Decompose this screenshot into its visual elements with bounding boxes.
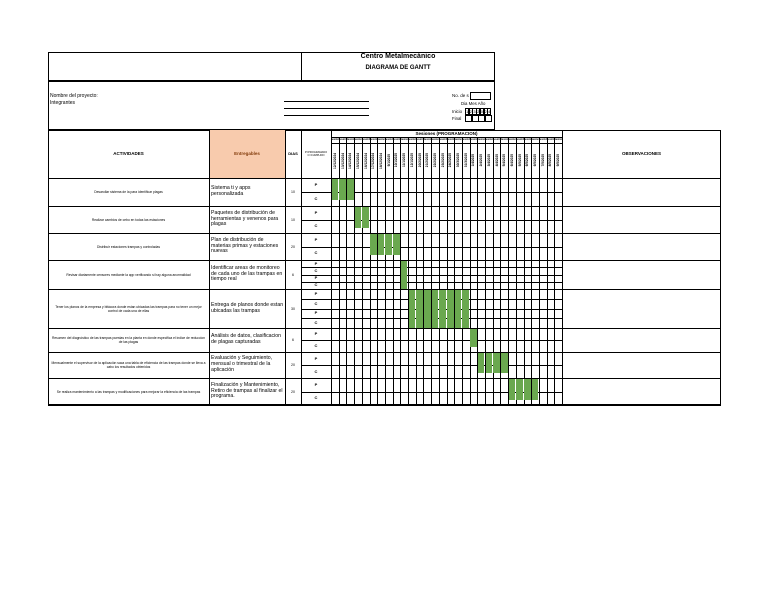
gantt-bar-cell [516,379,523,400]
session-label: Sesión [400,138,409,141]
session-date [462,144,470,177]
session-date-text: 12/12/2024 [332,152,337,169]
pc-label: P [314,331,318,336]
pc-label: C [314,250,318,256]
activity-text: Tener los planos de la empresa y bitácora donde estan ubicadas las trampas para no tener un mejor control de cada una de ellas [55,304,202,313]
gantt-bar-cell [355,207,362,228]
session-date-text: 17/12/2024 [371,152,376,169]
pc-label: P [314,290,318,296]
project-name-line [284,101,369,102]
session-label: Sesión [554,138,563,141]
project-name-label: Nombre del proyecto: [50,93,98,99]
session-date-text: 12/1/2025 [409,153,414,168]
start-date-cell[interactable]: 0 [480,108,484,114]
session-label: Sesión [538,138,547,141]
gantt-bar-cell [339,179,346,201]
pc-header: P=PROGRAMADO C=CUMPLIDO [304,151,328,157]
session-date [524,144,532,177]
days-value: 30 [291,306,295,311]
activity-text: Revisar diariamente censores mediante la app verificando si hay alguna anormalidad [66,272,191,277]
session-date [423,144,431,177]
session-date [531,144,539,177]
gantt-bar-cell [347,179,354,201]
pc-label: P [314,209,318,215]
project-info-box [48,81,495,130]
gantt-bar-cell [493,353,500,373]
session-label: Sesión [423,138,432,141]
pc-label: C [314,395,318,401]
session-date [439,144,447,177]
session-date-text: 30/3/2025 [456,153,461,168]
gantt-bar-cell [447,290,454,328]
gantt-bar-cell [378,234,385,255]
session-date-text: 1/4/2025 [471,154,476,167]
session-date [554,144,562,177]
days-value: 6 [292,272,294,277]
session-label: Sesión [338,138,347,141]
gantt-bar-cell [532,379,539,400]
session-date-text: 31/3/2025 [463,153,468,168]
pc-label: P [314,355,318,361]
deliverable-text: Entrega de planos donde estan ubicadas las trampas [211,301,284,314]
activity-text: Resumen del diagnóstico de las trampas puestas en la planta en donde especifica el indice de reduccion de las plagas [51,336,206,344]
observations-header: OBSERVACIONES [621,151,662,156]
gantt-bar-cell [416,290,423,328]
deliverable-text: Finalización y Mantenimiento, Retiro de trampas al finalizar el programa. [211,381,283,400]
session-date [393,144,401,177]
session-date-text: 11/1/2025 [402,153,407,168]
session-date [331,144,339,177]
session-date-text: 6/5/2025 [533,154,538,167]
session-date-text: 9/5/2025 [556,154,561,167]
session-label: Sesión [477,138,486,141]
pc-label: P [314,275,318,281]
session-date [400,144,408,177]
session-date-text: 5/5/2025 [517,154,522,167]
session-date-text: 5/4/2025 [502,154,507,167]
activity-text: Desarollar sistema de la para identificar plagas [94,190,163,194]
gantt-bar-cell [486,353,493,373]
pc-label: C [314,368,318,374]
session-date [385,144,393,177]
session-label: Sesión [469,138,478,141]
session-label: Sesión [461,138,470,141]
activities-header: ACTIVIDADES [113,151,144,156]
session-date-text: 7/5/2025 [540,154,545,167]
deliverables-header: Entregables [209,130,285,178]
session-label: Sesión [492,138,501,141]
gantt-bar-cell [462,290,469,328]
session-label: Sesión [330,138,339,141]
session-label: Sesión [361,138,370,141]
deliverable-text: Evaluación y Seguimiento, mensual o trimestral de la aplicación [211,355,273,373]
session-date-text: 24/2/2025 [448,153,453,168]
gantt-bar-cell [432,290,439,328]
pc-label: C [314,300,318,306]
number-label: No. de s [452,93,469,98]
subrow-line [301,282,562,283]
session-date [493,144,501,177]
pc-label: P [314,182,318,187]
session-date-text: 23/2/2025 [440,153,445,168]
gantt-bar-cell [362,207,369,228]
activity-text: Distribuir estaciones trampas y controladas [96,244,161,249]
session-date-text: 9/1/2025 [386,154,391,167]
header-column-line [209,130,210,405]
session-date-text: 4/4/2025 [494,154,499,167]
subrow-line [301,340,562,341]
date-header: Dia Mes Año [461,101,486,106]
session-date-text: 2/4/2025 [479,154,484,167]
gantt-bar-cell [401,261,408,289]
session-date-text: 15/12/2024 [355,152,360,169]
gantt-bar-cell [524,379,531,400]
gantt-bar-cell [424,290,431,328]
gantt-bar-cell [501,353,508,373]
activity-text: Realizar cambios de cebo en todas las estaciones [91,217,166,222]
pc-label: C [314,320,318,326]
gantt-bar-cell [470,329,477,348]
gantt-bar-cell [385,234,392,255]
gantt-bar-cell [439,290,446,328]
activity-text: Se realiza mantenimiento a las trampas y modificaciones para mejorar la eficiencia de las trampas [56,389,201,394]
deliverable-text: Sistema ti y apps personalizada [211,185,251,197]
session-date [431,144,439,177]
session-date [516,144,524,177]
session-label: Sesión [377,138,385,141]
subrow-line [301,247,562,248]
session-date-text: 13/12/2024 [340,152,345,169]
pc-label: P [314,260,318,266]
session-date [370,144,378,177]
days-value: 10 [291,190,295,194]
session-date [354,144,362,177]
days-value: 20 [291,244,295,249]
session-date [447,144,455,177]
members-line-2 [284,115,369,116]
days-header: DIAS [288,151,298,156]
session-label: Sesión [384,138,393,141]
end-date-cell[interactable] [485,115,492,122]
subrow-line [301,267,562,268]
session-date-text: 8/5/2025 [548,154,553,167]
session-date [547,144,555,177]
end-label: Final [452,116,462,121]
number-field[interactable] [470,92,491,100]
session-date-text: 21/2/2025 [425,153,430,168]
session-date [454,144,462,177]
session-label: Sesión [531,138,539,141]
gantt-bar-cell [332,179,339,201]
pc-label: C [314,343,318,348]
subrow-line [301,220,562,221]
pc-label: P [314,236,318,242]
document-title: DIAGRAMA DE GANTT [365,65,431,71]
session-date-text: 22/2/2025 [432,153,437,168]
session-date [470,144,478,177]
subrow-line [301,275,562,276]
gantt-bar-cell [370,234,377,255]
session-date [477,144,485,177]
company-name: Centro Metalmecánico [360,52,436,60]
session-date-text: 20/2/2025 [417,153,422,168]
pc-label: C [314,196,318,201]
session-label: Sesión [446,138,455,141]
start-date-cell[interactable]: 4 [488,108,491,114]
session-date-text: 3/4/2025 [486,154,491,167]
gantt-bar-cell [455,290,462,328]
gantt-bar-cell [393,234,400,255]
session-date [346,144,354,177]
session-label: Sesión [431,138,439,141]
session-date-text: 6/4/2025 [509,154,514,167]
session-label: Sesión [346,138,355,141]
session-date [339,144,347,177]
session-date [539,144,547,177]
session-label: Sesión [508,138,516,141]
header-column-line [562,130,563,405]
session-date [485,144,493,177]
session-label: Sesión [515,138,524,141]
session-date-text: 16/12/2024 [363,152,368,169]
deliverable-text: Paquetes de distribución de herramientas y venenos para plagas [211,209,279,228]
days-value: 6 [292,338,294,342]
members-label: Integrantes [50,100,76,106]
activity-row-line [48,405,721,406]
session-date-text: 10/1/2025 [394,153,399,168]
session-label: Sesión [392,138,401,141]
session-date-text: 18/12/2024 [379,152,384,169]
session-label: Sesión [454,138,462,141]
pc-label: P [314,381,318,387]
days-value: 20 [291,363,295,367]
sessions-header: Sesiones (PROGRAMACION) [415,130,478,136]
deliverable-text: Identificar areas de monitoreo de cada uno de las trampas en tiempo real [211,264,283,283]
session-date [408,144,416,177]
deliverable-text: Plan de distribución de materias primas y estaciones nuevas [211,236,279,255]
start-date-cell[interactable]: 2 [469,108,472,114]
days-value: 10 [291,217,295,222]
session-label: Sesión [369,138,378,141]
session-date [362,144,370,177]
session-date [377,144,385,177]
session-label: Sesión [546,138,555,141]
session-date [508,144,516,177]
session-date-text: 14/12/2024 [348,152,353,169]
gantt-bar-cell [478,353,485,373]
session-label: Sesión [407,138,416,141]
session-label: Sesión [354,138,362,141]
session-label: Sesión [484,138,493,141]
session-date [416,144,424,177]
start-date-cell[interactable]: 1 [465,108,469,114]
session-date [500,144,508,177]
session-label: Sesión [415,138,424,141]
start-date-cell[interactable]: 2 [477,108,480,114]
session-label: Sesión [523,138,532,141]
session-label: Sesión [438,138,447,141]
pc-label: C [314,282,318,288]
days-value: 20 [291,389,295,394]
subrow-line [301,365,562,366]
start-label: Inicio [452,109,463,114]
pc-label: P [314,310,318,316]
session-label: Sesión [500,138,509,141]
activity-text: Mensualmente el supervisor de la aplicación saca una tabla de eficiencia de las trampas donde se lleva a cabo los resultados obtenidos [51,361,206,369]
gantt-bar-cell [409,290,416,328]
start-date-cell[interactable]: 2 [484,108,487,114]
start-date-cell[interactable]: 3 [473,108,476,114]
pc-label: C [314,267,318,273]
members-line-1 [284,108,369,109]
session-date-text: 6/5/2025 [525,154,530,167]
deliverable-text: Análisis de datos, clasificacion de plagas capturadas [211,333,282,345]
gantt-bar-cell [509,379,516,400]
pc-label: C [314,223,318,229]
